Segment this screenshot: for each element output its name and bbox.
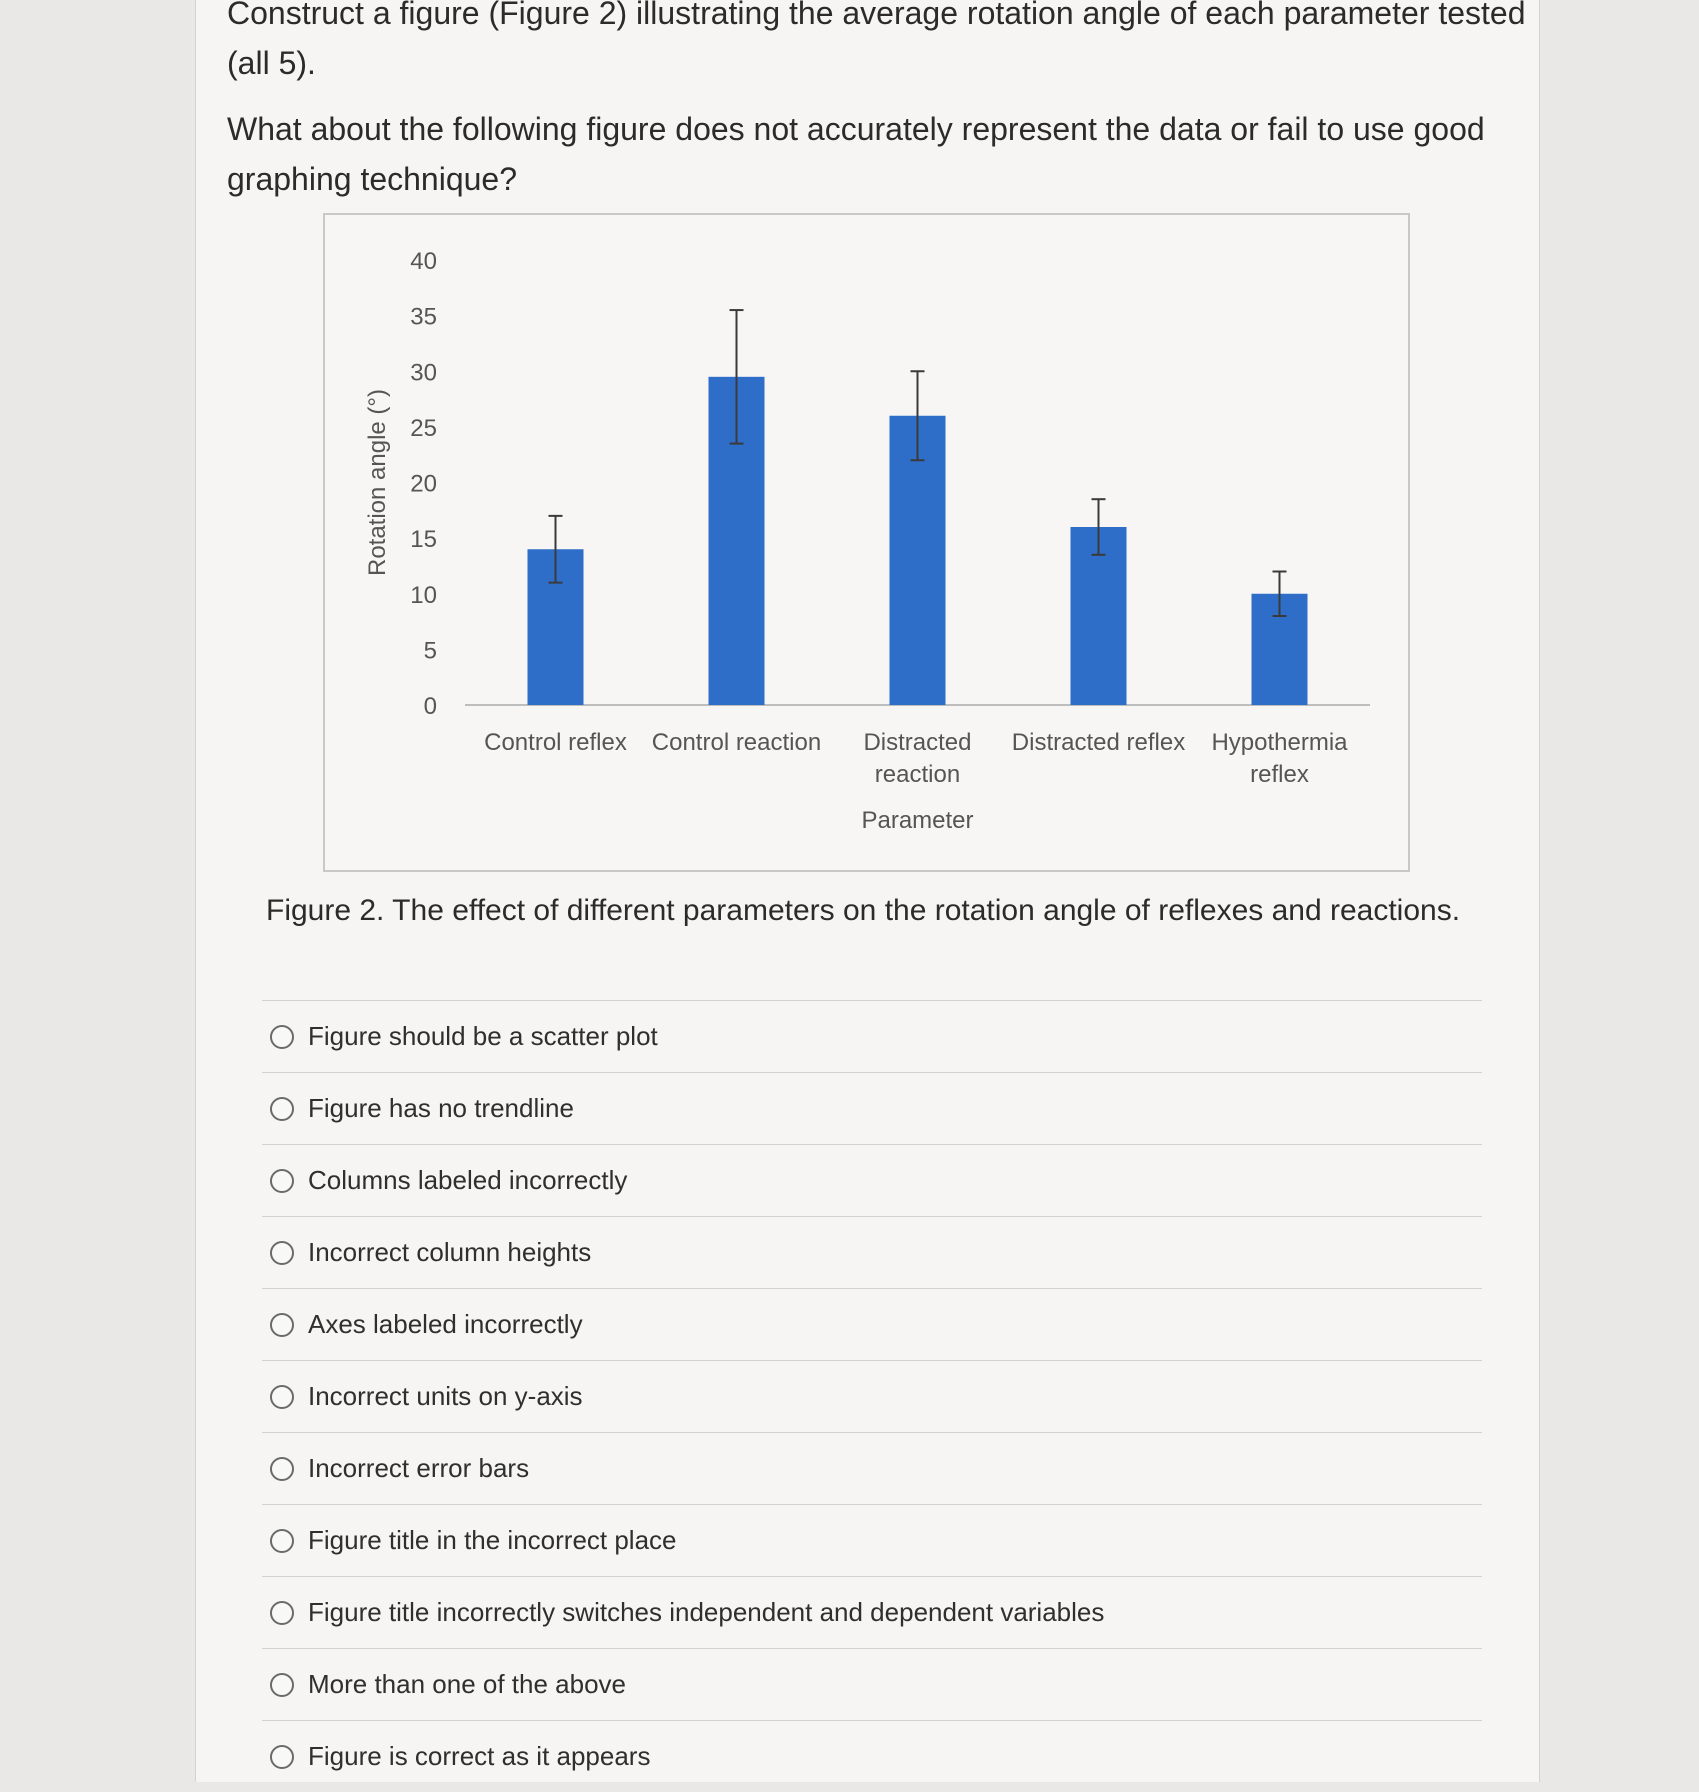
radio-button[interactable]: [270, 1601, 294, 1625]
radio-button[interactable]: [270, 1457, 294, 1481]
x-category-label: Control reflex: [484, 729, 627, 756]
answer-option[interactable]: [262, 1000, 1482, 1072]
answer-option-label: Incorrect column heights: [308, 1237, 592, 1267]
answer-option-label: Columns labeled incorrectly: [308, 1165, 628, 1195]
radio-button[interactable]: [270, 1241, 294, 1265]
answer-option-label: Incorrect units on y-axis: [308, 1381, 583, 1411]
answer-option[interactable]: [262, 1720, 1482, 1792]
x-category-label: Distracted reflex: [1011, 729, 1186, 756]
y-tick-label: 20: [410, 470, 437, 498]
answer-option-label: More than one of the above: [308, 1669, 627, 1699]
x-category-label: reflex: [1250, 761, 1309, 788]
question-ask-line2: graphing technique?: [227, 161, 518, 197]
answer-option[interactable]: [262, 1576, 1482, 1648]
answer-option-label: Incorrect error bars: [308, 1453, 530, 1483]
figure-chart: [323, 213, 1410, 872]
answer-option-label: Figure title in the incorrect place: [308, 1525, 677, 1555]
answer-option[interactable]: [262, 1072, 1482, 1144]
radio-button[interactable]: [270, 1385, 294, 1409]
answer-options: [262, 1000, 1482, 1792]
radio-button[interactable]: [270, 1025, 294, 1049]
answer-option[interactable]: [262, 1288, 1482, 1360]
figure-caption: Figure 2. The effect of different parameters on the rotation angle of reflexes and reactions.: [266, 894, 1461, 927]
answer-option-label: Figure should be a scatter plot: [308, 1021, 658, 1051]
y-tick-label: 30: [410, 359, 437, 387]
answer-option[interactable]: [262, 1216, 1482, 1288]
y-tick-label: 0: [423, 693, 437, 720]
radio-button[interactable]: [270, 1529, 294, 1553]
y-tick-label: 40: [410, 248, 437, 275]
answer-option[interactable]: [262, 1144, 1482, 1216]
answer-option[interactable]: [262, 1504, 1482, 1576]
question-ask-line1: What about the following figure does not accurately represent the data or fail to use good: [227, 111, 1485, 147]
answer-option-label: Axes labeled incorrectly: [308, 1309, 583, 1339]
x-category-label: Distracted: [863, 729, 972, 756]
radio-button[interactable]: [270, 1169, 294, 1193]
answer-option[interactable]: [262, 1648, 1482, 1720]
question-prompt-line2: (all 5).: [227, 45, 316, 81]
radio-button[interactable]: [270, 1313, 294, 1337]
y-tick-label: 10: [410, 581, 437, 609]
answer-option[interactable]: [262, 1360, 1482, 1432]
radio-button[interactable]: [270, 1673, 294, 1697]
y-tick-label: 35: [410, 303, 437, 331]
question-prompt-line1: Construct a figure (Figure 2) illustrating the average rotation angle of each parameter tested: [227, 0, 1526, 31]
x-category-label: reaction: [874, 761, 961, 788]
answer-option[interactable]: [262, 1432, 1482, 1504]
y-axis-label: Rotation angle (°): [364, 388, 391, 577]
y-tick-label: 25: [410, 414, 437, 442]
bar-chart: [325, 215, 1408, 870]
x-axis-label: Parameter: [861, 807, 974, 834]
answer-option-label: Figure title incorrectly switches independent and dependent variables: [308, 1597, 1105, 1627]
y-tick-label: 5: [423, 637, 437, 665]
answer-option-label: Figure is correct as it appears: [308, 1741, 651, 1771]
x-category-label: Hypothermia: [1211, 729, 1348, 756]
answer-option-label: Figure has no trendline: [308, 1093, 574, 1123]
radio-button[interactable]: [270, 1097, 294, 1121]
y-tick-label: 15: [410, 526, 437, 554]
x-category-label: Control reaction: [651, 729, 822, 756]
radio-button[interactable]: [270, 1745, 294, 1769]
